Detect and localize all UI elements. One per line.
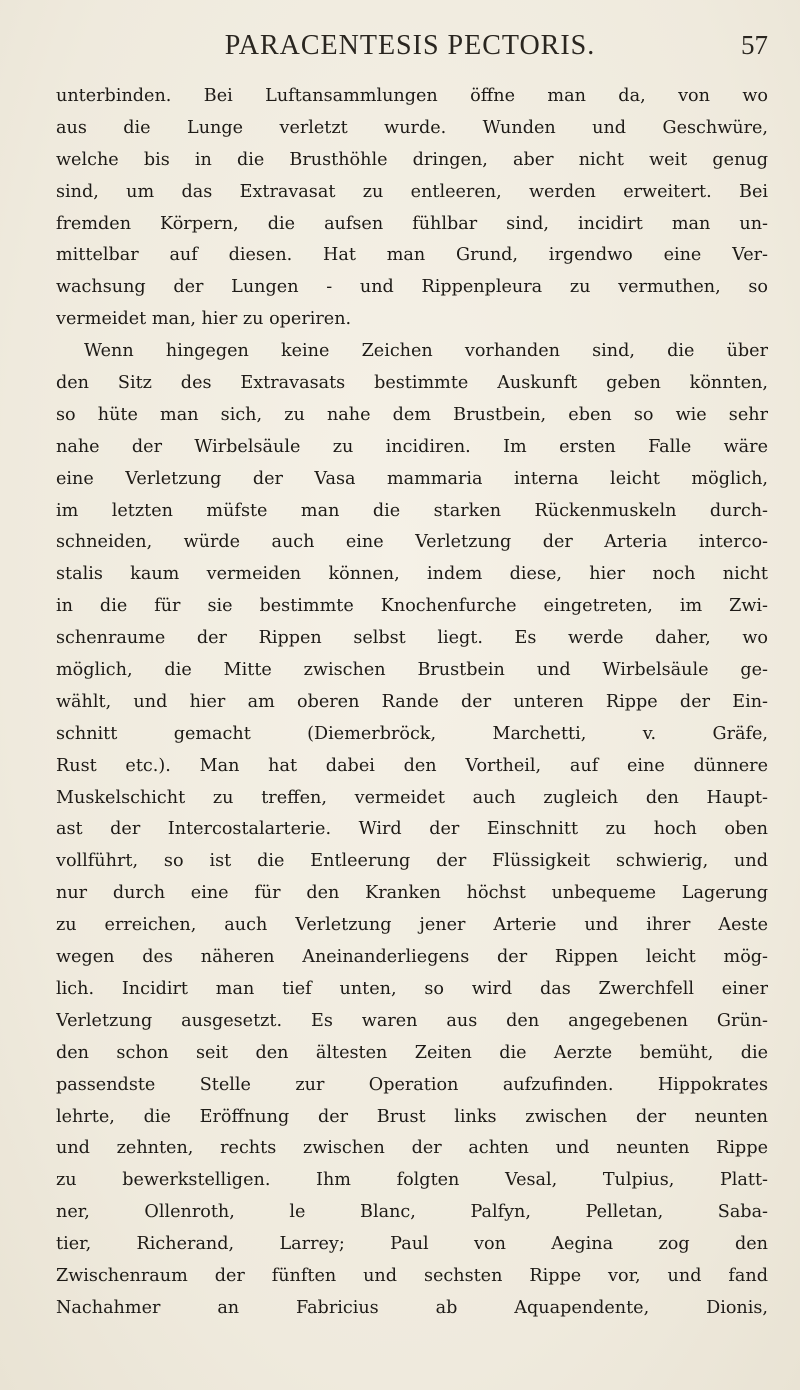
text-line: zu bewerkstelligen. Ihm folgten Vesal, Tulpius, Platt- xyxy=(56,1170,768,1191)
text-line: schenraume der Rippen selbst liegt. Es werde daher, wo xyxy=(56,628,768,649)
text-line: Zwischenraum der fünften und sechsten Rippe vor, und fand xyxy=(56,1265,768,1286)
text-line: lehrte, die Eröffnung der Brust links zwischen der neunten xyxy=(56,1106,768,1127)
text-line: sind, um das Extravasat zu entleeren, werden erweitert. Bei xyxy=(56,181,768,202)
running-head xyxy=(52,30,768,64)
text-line: stalis kaum vermeiden können, indem diese, hier noch nicht xyxy=(56,564,768,585)
text-line: im letzten müfste man die starken Rückenmuskeln durch- xyxy=(56,500,768,521)
text-line: eine Verletzung der Vasa mammaria interna leicht möglich, xyxy=(56,468,768,489)
text-line: aus die Lunge verletzt wurde. Wunden und Geschwüre, xyxy=(56,117,768,138)
text-line: Rust etc.). Man hat dabei den Vortheil, auf eine dünnere xyxy=(56,755,768,776)
text-line: Muskelschicht zu treffen, vermeidet auch zugleich den Haupt- xyxy=(56,787,768,808)
text-line: möglich, die Mitte zwischen Brustbein und Wirbelsäule ge- xyxy=(56,660,768,681)
text-line: wegen des näheren Aneinanderliegens der Rippen leicht mög- xyxy=(56,947,768,968)
text-line: schnitt gemacht (Diemerbröck, Marchetti, v. Gräfe, xyxy=(56,723,768,744)
text-line: vermeidet man, hier zu operiren. xyxy=(56,309,352,330)
text-line: nur durch eine für den Kranken höchst unbequeme Lagerung xyxy=(56,883,768,904)
text-line: den schon seit den ältesten Zeiten die Aerzte bemüht, die xyxy=(56,1042,768,1063)
text-line: in die für sie bestimmte Knochenfurche eingetreten, im Zwi- xyxy=(56,596,768,617)
text-line: vollführt, so ist die Entleerung der Flüssigkeit schwierig, und xyxy=(56,851,768,872)
running-title: PARACENTESIS PECTORIS. xyxy=(224,30,596,61)
text-line: schneiden, würde auch eine Verletzung der Arteria interco- xyxy=(56,532,768,553)
text-line: passendste Stelle zur Operation aufzufinden. Hippokrates xyxy=(56,1074,768,1095)
text-line: wachsung der Lungen - und Rippenpleura zu vermuthen, so xyxy=(56,277,768,298)
text-line: Wenn hingegen keine Zeichen vorhanden sind, die über xyxy=(84,341,768,362)
text-line: Verletzung ausgesetzt. Es waren aus den angegebenen Grün- xyxy=(56,1010,768,1031)
text-line: und zehnten, rechts zwischen der achten und neunten Rippe xyxy=(56,1138,768,1159)
text-line: lich. Incidirt man tief unten, so wird das Zwerchfell einer xyxy=(56,978,768,999)
page-number: 57 xyxy=(741,30,768,60)
text-line: unterbinden. Bei Luftansammlungen öffne man da, von wo xyxy=(56,86,768,106)
text-line: wählt, und hier am oberen Rande der unteren Rippe der Ein- xyxy=(56,691,768,712)
text-line: mittelbar auf diesen. Hat man Grund, irgendwo eine Ver- xyxy=(56,245,768,266)
text-line: zu erreichen, auch Verletzung jener Arterie und ihrer Aeste xyxy=(56,915,768,936)
text-line: so hüte man sich, zu nahe dem Brustbein, eben so wie sehr xyxy=(56,404,768,425)
text-line: tier, Richerand, Larrey; Paul von Aegina zog den xyxy=(56,1234,768,1255)
text-line: welche bis in die Brusthöhle dringen, aber nicht weit genug xyxy=(56,149,768,170)
text-line: Nachahmer an Fabricius ab Aquapendente, Dionis, xyxy=(56,1297,768,1318)
text-line: ast der Intercostalarterie. Wird der Einschnitt zu hoch oben xyxy=(56,819,768,840)
text-line: den Sitz des Extravasats bestimmte Auskunft geben könnten, xyxy=(56,373,768,394)
text-line: fremden Körpern, die aufsen fühlbar sind, incidirt man un- xyxy=(56,213,768,234)
body-text xyxy=(56,81,768,1325)
text-line: ner, Ollenroth, le Blanc, Palfyn, Pelletan, Saba- xyxy=(56,1202,768,1223)
text-line: nahe der Wirbelsäule zu incidiren. Im ersten Falle wäre xyxy=(56,436,768,457)
